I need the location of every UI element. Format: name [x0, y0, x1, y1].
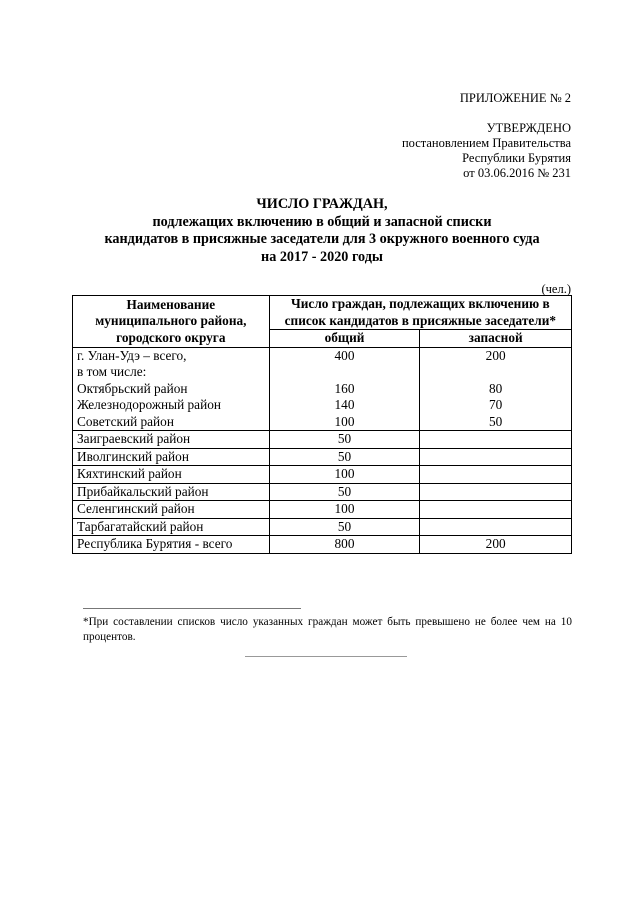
approval-block [402, 121, 571, 181]
row-general: 100 [269, 466, 420, 484]
approval-line-1: постановлением Правительства [401, 136, 571, 150]
district-name: Железнодорожный район [77, 397, 221, 412]
row-general: 800 [269, 536, 420, 554]
footnote: *При составлении списков число указанных граждан может быть превышено не более чем на 10 процентов. [83, 616, 572, 643]
row-reserve [420, 518, 572, 536]
row-name: Прибайкальский район [73, 483, 270, 501]
title-line-1: ЧИСЛО ГРАЖДАН, [256, 196, 388, 212]
table-row [73, 466, 572, 484]
table-header-row [73, 296, 572, 330]
unit-label: (чел.) [541, 282, 571, 296]
table-row [73, 347, 572, 431]
row-general: 100 [269, 501, 420, 519]
row-reserve [420, 431, 572, 449]
row-general: 50 [269, 518, 420, 536]
table-row [73, 501, 572, 519]
ulan-ude-general-cell [269, 347, 420, 431]
row-reserve: 200 [485, 347, 506, 363]
header-reserve: запасной [420, 330, 572, 348]
district-reserve: 80 [489, 380, 503, 396]
header-count: Число граждан, подлежащих включению в список кандидатов в присяжные заседатели* [269, 296, 571, 330]
row-name: Иволгинский район [73, 448, 270, 466]
row-reserve [420, 483, 572, 501]
table-row [73, 448, 572, 466]
ulan-ude-name-cell [73, 347, 270, 431]
ulan-ude-reserve-cell [420, 347, 572, 431]
district-name: Октябрьский район [77, 380, 188, 396]
row-reserve [420, 466, 572, 484]
row-general: 50 [269, 483, 420, 501]
title-line-4: на 2017 - 2020 годы [261, 248, 383, 265]
district-name: Советский район [77, 413, 174, 429]
table-row [73, 518, 572, 536]
row-name: г. Улан-Удэ – всего, [77, 347, 187, 363]
row-reserve: 200 [420, 536, 572, 554]
row-reserve [420, 501, 572, 519]
footnote-divider [83, 608, 301, 609]
table-row [73, 431, 572, 449]
title-line-3: кандидатов в присяжные заседатели для 3 окружного военного суда [104, 231, 540, 247]
district-general: 100 [334, 413, 355, 429]
row-general: 50 [269, 431, 420, 449]
approval-heading: УТВЕРЖДЕНО [486, 121, 571, 135]
table-row [73, 483, 572, 501]
row-name: Тарбагатайский район [73, 518, 270, 536]
district-reserve: 50 [489, 413, 503, 429]
row-name: Селенгинский район [73, 501, 270, 519]
row-general: 400 [334, 347, 355, 363]
row-name: Кяхтинский район [73, 466, 270, 484]
district-general: 160 [334, 380, 355, 396]
approval-line-2: Республики Бурятия [462, 151, 571, 165]
table-total-row [73, 536, 572, 554]
row-general: 50 [269, 448, 420, 466]
title-line-2: подлежащих включению в общий и запасной списки [152, 213, 492, 230]
appendix-label: ПРИЛОЖЕНИЕ № 2 [459, 91, 571, 105]
approval-line-3: от 03.06.2016 № 231 [463, 166, 571, 180]
row-reserve [420, 448, 572, 466]
district-reserve: 70 [489, 397, 503, 412]
document-title [72, 196, 572, 266]
header-general: общий [269, 330, 420, 348]
row-name: Заиграевский район [73, 431, 270, 449]
citizens-table [72, 295, 572, 554]
end-divider [245, 656, 407, 657]
header-name: Наименование муниципального района, городского округа [73, 296, 270, 348]
row-sub-label: в том числе: [77, 364, 147, 379]
district-general: 140 [334, 397, 355, 412]
row-name: Республика Бурятия - всего [73, 536, 270, 554]
